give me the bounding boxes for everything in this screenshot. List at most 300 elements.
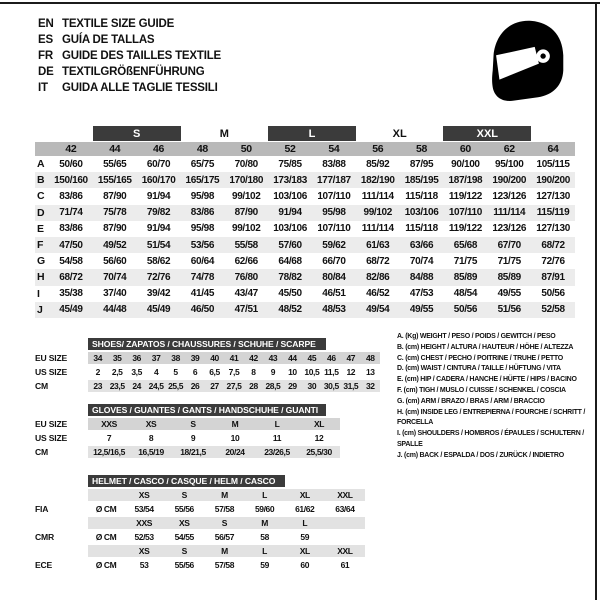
size-cell: 170/180 bbox=[229, 174, 264, 186]
size-cell: 150/160 bbox=[54, 174, 88, 186]
size-cell: 47/50 bbox=[59, 239, 83, 251]
legend-item: E. (cm) HIP / CADERA / HANCHE / HÜFTE / HIPS / BACINO bbox=[397, 376, 577, 384]
language-title-line bbox=[38, 32, 221, 48]
legend-item: I. (cm) SHOULDERS / HOMBROS / ÉPAULES / SCHULTERN / SPALLE bbox=[397, 430, 584, 448]
shoes-cm-value: 30,5 bbox=[323, 380, 339, 391]
shoes-cm-value: 29 bbox=[288, 380, 297, 391]
size-cell: 65/68 bbox=[453, 239, 478, 251]
helmet-size-header: XL bbox=[299, 545, 310, 556]
shoes-us-size: 6,5 bbox=[209, 366, 220, 377]
helmet-size-header: M bbox=[261, 517, 268, 528]
size-cell: 84/88 bbox=[409, 271, 434, 283]
helmet-size-header: M bbox=[221, 545, 228, 556]
size-cell: 48/52 bbox=[278, 304, 302, 316]
size-table-row bbox=[35, 237, 575, 253]
size-cell: 75/85 bbox=[278, 158, 302, 170]
helmet-size-value: 57/58 bbox=[214, 503, 235, 514]
measurement-legend bbox=[397, 332, 593, 462]
helmet-size-value: 53 bbox=[139, 559, 149, 570]
size-cell: 127/130 bbox=[536, 190, 570, 202]
helmet-size-header bbox=[88, 545, 124, 558]
size-cell: 119/122 bbox=[448, 190, 482, 202]
size-cell: 115/118 bbox=[405, 223, 438, 235]
shoes-cm-value: 25,5 bbox=[168, 380, 184, 391]
size-cell: 119/122 bbox=[448, 223, 482, 235]
measurement-row-label: C bbox=[37, 190, 45, 203]
size-column-header: 42 bbox=[65, 143, 77, 155]
size-cell: 87/90 bbox=[103, 190, 127, 202]
size-cell: 85/92 bbox=[366, 158, 390, 170]
helmet-size-header: XL bbox=[299, 489, 310, 500]
helmet-size-header: M bbox=[221, 489, 228, 500]
size-group-l: L bbox=[268, 126, 356, 141]
textile-size-table bbox=[35, 126, 575, 318]
size-cell: 75/78 bbox=[103, 207, 127, 219]
measurement-row-label: F bbox=[37, 239, 44, 252]
helmet-size-header: XS bbox=[138, 545, 150, 556]
shoes-eu-size: 48 bbox=[365, 352, 375, 363]
helmet-header-spacer bbox=[35, 545, 88, 558]
gloves-eu-size: M bbox=[231, 418, 239, 429]
helmet-size-header: XS bbox=[178, 517, 190, 528]
shoes-cm-value: 27,5 bbox=[226, 380, 242, 391]
size-cell: 127/130 bbox=[536, 223, 570, 235]
helmet-value-cells bbox=[88, 503, 365, 516]
size-cell: 87/90 bbox=[103, 223, 127, 235]
size-cell: 49/55 bbox=[497, 288, 521, 300]
size-cell: 53/56 bbox=[190, 239, 215, 251]
size-cell: 60/70 bbox=[146, 158, 171, 170]
shoes-us-size: 7,5 bbox=[228, 366, 240, 377]
language-title-line bbox=[38, 80, 221, 96]
helmet-size-value: Ø CM bbox=[95, 503, 117, 514]
helmet-standard-section bbox=[35, 489, 365, 516]
size-cell: 165/175 bbox=[185, 174, 220, 186]
size-table-row bbox=[35, 286, 575, 302]
size-cell: 50/56 bbox=[453, 304, 478, 316]
size-cell: 60/64 bbox=[190, 255, 215, 267]
legend-item: D. (cm) WAIST / CINTURA / TAILLE / HÜFTUNG / VITA bbox=[397, 365, 561, 373]
size-cell: 83/88 bbox=[322, 158, 346, 170]
guide-title: GUÍA DE TALLAS bbox=[62, 34, 155, 46]
helmet-size-value: Ø CM bbox=[95, 559, 117, 570]
size-cell: 45/49 bbox=[59, 304, 83, 316]
helmet-standard-label: CMR bbox=[35, 531, 54, 542]
size-group-xxl: XXL bbox=[443, 126, 531, 141]
size-cell: 63/66 bbox=[409, 239, 434, 251]
gloves-size-table bbox=[35, 404, 340, 458]
legend-item: C. (cm) CHEST / PECHO / POITRINE / TRUHE / PETTO bbox=[397, 354, 564, 362]
size-cell: 83/86 bbox=[59, 223, 83, 235]
size-cell: 155/165 bbox=[97, 174, 132, 186]
size-cell: 46/52 bbox=[366, 288, 390, 300]
size-cell: 79/82 bbox=[146, 207, 171, 219]
helmet-values-row bbox=[35, 503, 365, 516]
gloves-us-size: 12 bbox=[314, 432, 324, 443]
helmet-size-value: Ø CM bbox=[95, 531, 117, 542]
group-spacer-end bbox=[531, 126, 575, 141]
gloves-eu-label: EU SIZE bbox=[35, 418, 68, 429]
gloves-cm-value: 25,5/30 bbox=[306, 446, 332, 457]
size-column-header: 44 bbox=[109, 143, 121, 155]
shoes-cm-value: 31,5 bbox=[343, 380, 359, 391]
measurement-row-label: B bbox=[37, 174, 45, 187]
measurement-row-label: A bbox=[37, 158, 45, 171]
shoes-eu-size: 47 bbox=[346, 352, 356, 363]
helmet-size-value bbox=[325, 531, 365, 544]
size-cell: 41/45 bbox=[190, 288, 215, 300]
gloves-eu-size: XL bbox=[313, 418, 325, 429]
size-cell: 47/51 bbox=[234, 304, 258, 316]
size-group-s: S bbox=[93, 126, 181, 141]
language-title-line bbox=[38, 16, 221, 32]
helmet-size-value: 60 bbox=[300, 559, 310, 570]
shoes-cm-value: 32 bbox=[365, 380, 375, 391]
size-cell: 70/80 bbox=[234, 158, 258, 170]
legend-item: J. (cm) BACK / ESPALDA / DOS / ZURÜCK / INDIETRO bbox=[397, 451, 564, 459]
shoes-us-size: 10,5 bbox=[304, 366, 320, 377]
shoes-us-label: US SIZE bbox=[35, 366, 68, 377]
size-cell: 103/106 bbox=[273, 190, 307, 202]
size-cell: 70/74 bbox=[409, 255, 434, 267]
size-cell: 111/114 bbox=[493, 207, 526, 219]
size-cell: 82/86 bbox=[366, 271, 390, 283]
helmet-size-header-row bbox=[35, 517, 365, 530]
size-cell: 187/198 bbox=[448, 174, 483, 186]
shoes-us-size: 4 bbox=[153, 366, 159, 377]
language-code: DE bbox=[38, 66, 54, 78]
shoes-cm-value: 24 bbox=[132, 380, 141, 391]
size-table-row bbox=[35, 205, 575, 221]
size-cell: 95/98 bbox=[190, 190, 215, 202]
helmet-size-value: 53/54 bbox=[134, 503, 154, 514]
size-cell: 56/60 bbox=[103, 255, 127, 267]
size-cell: 123/126 bbox=[492, 223, 527, 235]
helmet-size-header: XXS bbox=[136, 517, 152, 528]
gloves-eu-size: S bbox=[190, 418, 196, 429]
size-cell: 35/38 bbox=[59, 288, 83, 300]
helmet-size-value: 61/62 bbox=[295, 503, 315, 514]
size-cell: 80/84 bbox=[322, 271, 346, 283]
helmet-standard-label: FIA bbox=[35, 503, 49, 514]
helmet-size-value: 52/53 bbox=[134, 531, 154, 542]
size-cell: 45/50 bbox=[278, 288, 302, 300]
size-cell: 64/68 bbox=[278, 255, 302, 267]
size-cell: 66/70 bbox=[322, 255, 346, 267]
shoes-us-size: 3,5 bbox=[131, 366, 142, 377]
helmet-values-row bbox=[35, 531, 365, 544]
size-cell: 71/75 bbox=[453, 255, 478, 267]
helmet-size-header-cells bbox=[88, 545, 365, 558]
size-header-row bbox=[35, 142, 575, 156]
shoes-us-size: 8 bbox=[251, 366, 256, 377]
size-cell: 115/119 bbox=[536, 207, 570, 219]
top-border-line bbox=[0, 2, 600, 4]
gloves-cm-cells bbox=[88, 446, 340, 459]
shoes-cm-cells bbox=[88, 380, 380, 393]
gloves-us-label: US SIZE bbox=[35, 432, 68, 443]
shoes-eu-row bbox=[35, 352, 380, 365]
helmet-size-header: XXL bbox=[337, 545, 353, 556]
shoes-eu-size: 38 bbox=[171, 352, 180, 363]
gloves-cm-value: 16,5/19 bbox=[138, 446, 164, 457]
measurement-row-label: H bbox=[37, 271, 45, 284]
helmet-size-header: L bbox=[302, 517, 308, 528]
shoes-eu-size: 42 bbox=[249, 352, 258, 363]
size-cell: 47/53 bbox=[409, 288, 434, 300]
gloves-eu-size: XXS bbox=[101, 418, 117, 429]
guide-title: TEXTILGRÖßENFÜHRUNG bbox=[62, 66, 205, 78]
shoes-table-title: SHOES/ ZAPATOS / CHAUSSURES / SCHUHE / SCARPE bbox=[88, 338, 326, 350]
size-column-header: 62 bbox=[503, 143, 515, 155]
shoes-us-size: 13 bbox=[365, 366, 375, 377]
size-cell: 45/49 bbox=[146, 304, 171, 316]
language-code: ES bbox=[38, 34, 53, 46]
size-cell: 68/72 bbox=[59, 271, 83, 283]
shoes-eu-size: 40 bbox=[210, 352, 219, 363]
helmet-size-header-row bbox=[35, 489, 365, 502]
gloves-cm-label: CM bbox=[35, 446, 48, 457]
gloves-us-row bbox=[35, 432, 340, 445]
size-column-header: 48 bbox=[196, 143, 208, 155]
helmet-size-header-cells bbox=[88, 517, 365, 530]
size-column-header: 46 bbox=[153, 143, 165, 155]
size-cell: 190/200 bbox=[536, 174, 570, 186]
language-code: EN bbox=[38, 18, 54, 30]
size-cell: 95/98 bbox=[190, 223, 215, 235]
size-cell: 57/60 bbox=[278, 239, 302, 251]
helmet-size-header: L bbox=[262, 489, 267, 500]
size-cell: 39/42 bbox=[146, 288, 171, 300]
shoes-cm-row bbox=[35, 380, 380, 393]
shoes-eu-size: 37 bbox=[151, 352, 161, 363]
helmet-size-header: L bbox=[262, 545, 267, 556]
legend-item: H. (cm) INSIDE LEG / ENTREPIERNA / FOURCHE / SCHRITT / FORCELLA bbox=[397, 408, 586, 427]
size-cell: 83/86 bbox=[190, 207, 215, 219]
size-group-xl: XL bbox=[392, 127, 407, 140]
size-header-corner bbox=[35, 142, 49, 156]
shoes-us-size: 11,5 bbox=[324, 366, 339, 377]
size-group-m: M bbox=[219, 127, 229, 140]
size-cell: 51/56 bbox=[497, 304, 521, 316]
helmet-size-value: 59 bbox=[300, 531, 310, 542]
shoes-eu-size: 43 bbox=[268, 352, 278, 363]
racing-helmet-icon bbox=[486, 18, 570, 106]
shoes-us-size: 10 bbox=[288, 366, 297, 377]
gloves-table-title: GLOVES / GUANTES / GANTS / HANDSCHUHE / GUANTI bbox=[88, 404, 326, 416]
size-cell: 68/72 bbox=[541, 239, 565, 251]
size-cell: 99/102 bbox=[231, 190, 261, 202]
measurement-row-label: I bbox=[37, 287, 40, 300]
size-cell: 68/72 bbox=[366, 255, 390, 267]
size-cell: 54/58 bbox=[59, 255, 83, 267]
size-cell: 70/74 bbox=[103, 271, 127, 283]
size-cell: 85/89 bbox=[497, 271, 521, 283]
size-table-row bbox=[35, 269, 575, 285]
helmet-size-value: 58 bbox=[260, 531, 269, 542]
size-cell: 185/195 bbox=[404, 174, 439, 186]
size-cell: 55/58 bbox=[234, 239, 258, 251]
helmet-size-header: S bbox=[181, 489, 187, 500]
size-cell: 115/118 bbox=[405, 190, 438, 202]
size-column-header: 60 bbox=[459, 143, 471, 155]
size-cell: 48/54 bbox=[453, 288, 478, 300]
shoes-us-size: 5 bbox=[173, 366, 178, 377]
shoes-us-cells bbox=[88, 366, 380, 379]
size-column-header: 50 bbox=[240, 143, 252, 155]
shoes-cm-value: 23 bbox=[93, 380, 103, 391]
legend-item: B. (cm) HEIGHT / ALTURA / HAUTEUR / HÖHE / ALTEZZA bbox=[397, 343, 574, 351]
size-table-row bbox=[35, 156, 575, 172]
size-cell: 105/115 bbox=[536, 158, 570, 170]
gloves-cm-value: 12,5/16,5 bbox=[93, 446, 125, 457]
guide-title: GUIDA ALLE TAGLIE TESSILI bbox=[62, 82, 218, 94]
size-cell: 99/102 bbox=[231, 223, 261, 235]
size-cell: 58/62 bbox=[146, 255, 171, 267]
size-cell: 85/89 bbox=[453, 271, 478, 283]
size-cell: 103/106 bbox=[404, 207, 439, 219]
helmet-value-cells bbox=[88, 559, 365, 572]
size-cell: 95/100 bbox=[494, 158, 524, 170]
size-cell: 91/94 bbox=[146, 223, 171, 235]
helmet-standard-section bbox=[35, 517, 365, 544]
measurement-row-label: E bbox=[37, 222, 45, 235]
size-cell: 87/91 bbox=[541, 271, 565, 283]
shoes-us-size: 12 bbox=[346, 366, 356, 377]
size-cell: 72/76 bbox=[146, 271, 171, 283]
helmet-size-value: 55/56 bbox=[174, 503, 194, 514]
gloves-cm-row bbox=[35, 446, 340, 459]
shoes-us-size: 6 bbox=[192, 366, 198, 377]
size-cell: 61/63 bbox=[366, 239, 390, 251]
size-group-header-row bbox=[35, 126, 575, 141]
gloves-us-cells bbox=[88, 432, 340, 445]
shoes-cm-value: 30 bbox=[307, 380, 317, 391]
shoes-cm-value: 23,5 bbox=[109, 380, 125, 391]
measurement-row-label: G bbox=[37, 255, 46, 268]
size-cell: 37/40 bbox=[103, 288, 127, 300]
size-cell: 111/114 bbox=[361, 190, 394, 202]
size-cell: 190/200 bbox=[492, 174, 527, 186]
size-cell: 51/54 bbox=[146, 239, 171, 251]
helmet-standard-section bbox=[35, 545, 365, 572]
shoes-eu-size: 39 bbox=[190, 352, 200, 363]
language-title-line bbox=[38, 48, 221, 64]
language-code: FR bbox=[38, 50, 53, 62]
size-cell: 71/75 bbox=[497, 255, 521, 267]
helmet-header-spacer bbox=[35, 489, 88, 502]
helmet-size-header: XS bbox=[138, 489, 150, 500]
shoes-eu-size: 46 bbox=[327, 352, 336, 363]
size-table-row bbox=[35, 221, 575, 237]
size-cell: 107/110 bbox=[317, 190, 351, 202]
size-column-header: 58 bbox=[416, 143, 428, 155]
size-cell: 46/51 bbox=[322, 288, 346, 300]
gloves-cm-value: 18/21,5 bbox=[180, 446, 206, 457]
size-cell: 50/56 bbox=[541, 288, 565, 300]
helmet-size-header bbox=[325, 517, 365, 530]
shoes-size-table bbox=[35, 338, 380, 392]
shoes-eu-cells bbox=[88, 352, 380, 365]
size-cell: 49/54 bbox=[366, 304, 390, 316]
size-cell: 123/126 bbox=[492, 190, 527, 202]
helmet-size-value: 55/56 bbox=[174, 559, 194, 570]
shoes-eu-size: 44 bbox=[288, 352, 297, 363]
size-cell: 177/187 bbox=[317, 174, 351, 186]
size-cell: 43/47 bbox=[234, 288, 258, 300]
size-cell: 50/60 bbox=[59, 158, 83, 170]
size-cell: 67/70 bbox=[497, 239, 521, 251]
helmet-size-header bbox=[88, 489, 124, 502]
shoes-cm-value: 28 bbox=[249, 380, 258, 391]
helmet-header-spacer bbox=[35, 517, 88, 530]
shoes-cm-value: 28,5 bbox=[265, 380, 281, 391]
shoes-us-size: 9 bbox=[270, 366, 276, 377]
gloves-eu-size: L bbox=[274, 418, 280, 429]
gloves-eu-size: XS bbox=[145, 418, 157, 429]
helmet-values-row bbox=[35, 559, 365, 572]
size-cell: 182/190 bbox=[360, 174, 395, 186]
shoes-eu-size: 35 bbox=[112, 352, 122, 363]
shoes-us-size: 2,5 bbox=[111, 366, 123, 377]
helmet-size-table bbox=[35, 475, 365, 571]
size-cell: 65/75 bbox=[190, 158, 215, 170]
measurement-row-label: D bbox=[37, 206, 45, 219]
size-cell: 44/48 bbox=[103, 304, 127, 316]
title-block bbox=[38, 16, 221, 96]
size-cell: 107/110 bbox=[317, 223, 351, 235]
shoes-eu-size: 34 bbox=[93, 352, 103, 363]
size-cell: 173/183 bbox=[273, 174, 307, 186]
size-cell: 74/78 bbox=[190, 271, 215, 283]
gloves-us-size: 9 bbox=[190, 432, 196, 443]
size-cell: 83/86 bbox=[59, 190, 83, 202]
size-cell: 62/66 bbox=[234, 255, 258, 267]
gloves-cm-value: 20/24 bbox=[225, 446, 245, 457]
shoes-eu-size: 45 bbox=[307, 352, 317, 363]
size-cell: 59/62 bbox=[322, 239, 346, 251]
legend-item: G. (cm) ARM / BRAZO / BRAS / ARM / BRACCIO bbox=[397, 397, 545, 405]
size-cell: 55/65 bbox=[103, 158, 127, 170]
size-table-row bbox=[35, 253, 575, 269]
size-cell: 78/82 bbox=[278, 271, 302, 283]
gloves-us-size: 10 bbox=[230, 432, 240, 443]
shoes-cm-label: CM bbox=[35, 380, 48, 391]
helmet-size-value: 59/60 bbox=[254, 503, 275, 514]
helmet-size-header-row bbox=[35, 545, 365, 558]
size-cell: 87/95 bbox=[409, 158, 434, 170]
right-border-line bbox=[595, 2, 597, 600]
helmet-size-header: XXL bbox=[337, 489, 353, 500]
size-column-header: 52 bbox=[284, 143, 296, 155]
helmet-standard-label: ECE bbox=[35, 559, 53, 570]
helmet-size-header: S bbox=[221, 517, 228, 528]
size-cell: 111/114 bbox=[361, 223, 394, 235]
size-cell: 72/76 bbox=[541, 255, 565, 267]
size-table-row bbox=[35, 172, 575, 188]
size-cell: 90/100 bbox=[451, 158, 480, 170]
size-cell: 48/53 bbox=[322, 304, 346, 316]
size-cell: 160/170 bbox=[141, 174, 176, 186]
size-cell: 76/80 bbox=[234, 271, 258, 283]
guide-title: TEXTILE SIZE GUIDE bbox=[62, 18, 175, 30]
helmet-size-header bbox=[88, 517, 124, 530]
gloves-eu-cells bbox=[88, 418, 340, 431]
shoes-eu-size: 41 bbox=[229, 352, 239, 363]
helmet-table-title: HELMET / CASCO / CASQUE / HELM / CASCO bbox=[88, 475, 285, 487]
size-table-body bbox=[35, 156, 575, 318]
size-cell: 95/98 bbox=[322, 207, 346, 219]
